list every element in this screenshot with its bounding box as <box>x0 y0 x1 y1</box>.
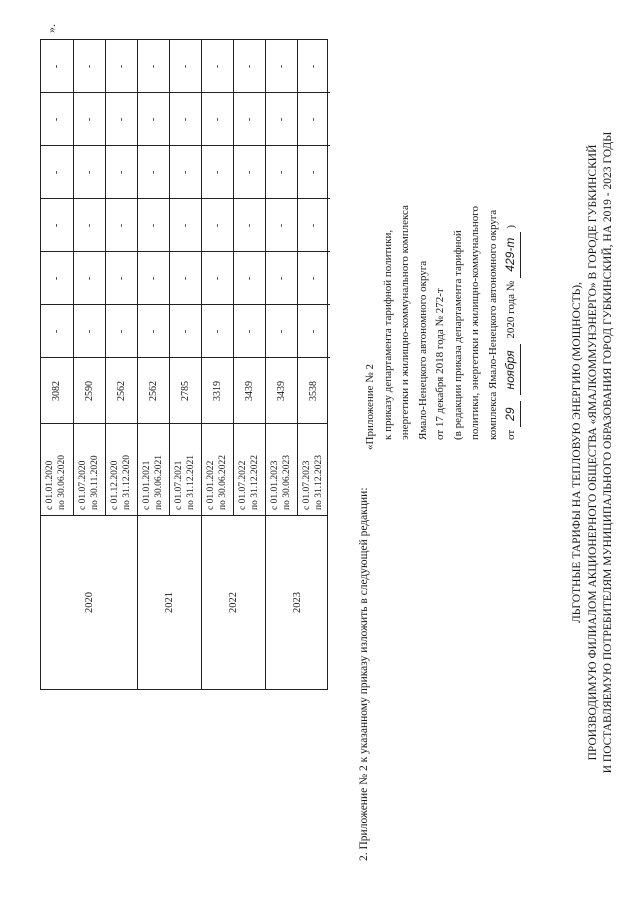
column-divider <box>74 304 106 305</box>
empty-dash-cell: - <box>50 329 62 334</box>
handwritten-number: 429-т <box>502 232 521 278</box>
column-divider <box>298 304 330 305</box>
column-divider <box>234 92 266 93</box>
column-divider <box>266 92 298 93</box>
column-divider <box>41 304 73 305</box>
column-divider <box>202 357 234 358</box>
column-divider <box>138 198 170 199</box>
column-divider <box>170 92 202 93</box>
tariff-value-cell: 2590 <box>83 381 95 401</box>
handwritten-day: 29 <box>502 401 521 426</box>
empty-dash-cell: - <box>50 64 62 69</box>
appendix-line: политики, энергетики и жилищно-коммунального <box>469 206 481 440</box>
column-divider <box>234 251 266 252</box>
column-divider <box>106 357 138 358</box>
period-cell <box>266 424 298 516</box>
period-cell <box>138 424 170 516</box>
column-divider <box>202 304 234 305</box>
column-divider <box>234 145 266 146</box>
column-divider <box>234 198 266 199</box>
empty-dash-cell: - <box>147 64 159 69</box>
appendix-line: «Приложение № 2 <box>364 363 376 450</box>
period-cell <box>170 424 202 516</box>
table-row <box>137 40 170 516</box>
column-divider <box>74 357 106 358</box>
period-to: по 30.11.2020 <box>90 455 100 510</box>
empty-dash-cell: - <box>115 329 127 334</box>
tariff-value-cell: 3439 <box>275 381 287 401</box>
tariff-value-cell: 3319 <box>211 381 223 401</box>
column-divider <box>202 145 234 146</box>
period-from: с 01.01.2020 <box>45 460 56 510</box>
table-row <box>201 40 234 516</box>
column-divider <box>106 145 138 146</box>
empty-dash-cell: - <box>275 276 287 281</box>
tariff-value-cell: 2562 <box>147 381 159 401</box>
date-prefix: от <box>505 429 517 440</box>
period-from: с 01.07.2023 <box>302 460 313 510</box>
period-from: с 01.07.2021 <box>174 460 185 510</box>
empty-dash-cell: - <box>50 170 62 175</box>
empty-dash-cell: - <box>83 64 95 69</box>
closing-quote: ». <box>44 24 58 33</box>
column-divider <box>138 357 170 358</box>
year-cell-2021: 2021 <box>163 592 175 613</box>
empty-dash-cell: - <box>243 223 255 228</box>
column-divider <box>298 145 330 146</box>
column-divider <box>266 145 298 146</box>
column-divider <box>41 357 73 358</box>
period-to: по 30.06.2021 <box>154 455 164 510</box>
empty-dash-cell: - <box>275 170 287 175</box>
column-divider <box>234 304 266 305</box>
empty-dash-cell: - <box>50 276 62 281</box>
column-divider <box>170 251 202 252</box>
period-from: с 01.01.2023 <box>270 460 281 510</box>
empty-dash-cell: - <box>115 276 127 281</box>
table-row <box>105 40 138 516</box>
period-cell <box>234 424 266 516</box>
column-divider <box>138 251 170 252</box>
empty-dash-cell: - <box>50 117 62 122</box>
empty-dash-cell: - <box>211 170 223 175</box>
period-from: с 01.01.2022 <box>206 460 217 510</box>
column-divider <box>234 357 266 358</box>
appendix-line-date <box>502 10 521 450</box>
period-from: с 01.07.2022 <box>238 460 249 510</box>
empty-dash-cell: - <box>115 64 127 69</box>
column-divider <box>138 92 170 93</box>
empty-dash-cell: - <box>275 64 287 69</box>
empty-dash-cell: - <box>307 64 319 69</box>
period-to: по 30.06.2020 <box>57 455 67 510</box>
column-divider <box>202 251 234 252</box>
empty-dash-cell: - <box>50 223 62 228</box>
empty-dash-cell: - <box>307 170 319 175</box>
appendix-line: Ямало-Ненецкого автономного округа <box>416 260 429 440</box>
empty-dash-cell: - <box>243 276 255 281</box>
column-divider <box>170 357 202 358</box>
column-divider <box>106 304 138 305</box>
column-divider <box>266 251 298 252</box>
column-divider <box>298 92 330 93</box>
empty-dash-cell: - <box>275 117 287 122</box>
period-to: по 31.12.2022 <box>250 455 260 510</box>
year-cell-2023: 2023 <box>291 592 303 613</box>
empty-dash-cell: - <box>211 223 223 228</box>
empty-dash-cell: - <box>275 223 287 228</box>
period-to: по 31.12.2023 <box>314 455 324 510</box>
empty-dash-cell: - <box>83 223 95 228</box>
empty-dash-cell: - <box>83 329 95 334</box>
empty-dash-cell: - <box>179 276 191 281</box>
empty-dash-cell: - <box>243 64 255 69</box>
column-divider <box>106 92 138 93</box>
column-divider <box>106 251 138 252</box>
title-line: ПРОИЗВОДИМУЮ ФИЛИАЛОМ АКЦИОНЕРНОГО ОБЩЕСТВА «ЯМАЛКОММУНЭНЕРГО» В ГОРОДЕ ГУБКИНСКИЙ <box>586 144 599 761</box>
appendix-line: к приказу департамента тарифной политики, <box>381 229 394 440</box>
empty-dash-cell: - <box>147 329 159 334</box>
column-divider <box>298 198 330 199</box>
empty-dash-cell: - <box>179 223 191 228</box>
paragraph-2: 2. Приложение № 2 к указанному приказу изложить в следующей редакции: <box>358 487 370 861</box>
empty-dash-cell: - <box>211 64 223 69</box>
period-to: по 30.06.2023 <box>282 455 292 510</box>
empty-dash-cell: - <box>179 117 191 122</box>
column-divider <box>170 145 202 146</box>
period-to: по 30.06.2022 <box>218 455 228 510</box>
empty-dash-cell: - <box>307 276 319 281</box>
year-cell-2020: 2020 <box>83 592 95 613</box>
empty-dash-cell: - <box>147 170 159 175</box>
appendix-header <box>362 10 521 450</box>
appendix-line: комплекса Ямало-Ненецкого автономного округа <box>486 209 499 440</box>
document-title <box>570 0 617 905</box>
title-line: ЛЬГОТНЫЕ ТАРИФЫ НА ТЕПЛОВУЮ ЭНЕРГИЮ (МОЩНОСТЬ), <box>571 282 583 623</box>
column-divider <box>74 92 106 93</box>
period-cell <box>298 424 330 516</box>
column-divider <box>41 198 73 199</box>
period-to: по 31.12.2020 <box>122 455 132 510</box>
appendix-line: (в редакции приказа департамента тарифной <box>451 230 464 440</box>
table-row <box>41 40 73 516</box>
tariff-value-cell: 3082 <box>50 381 62 401</box>
empty-dash-cell: - <box>83 170 95 175</box>
period-cell <box>74 424 106 516</box>
empty-dash-cell: - <box>307 117 319 122</box>
tariff-value-cell: 3439 <box>243 381 255 401</box>
table-row <box>233 40 266 516</box>
tariff-table <box>40 39 328 690</box>
table-row <box>169 40 202 516</box>
empty-dash-cell: - <box>275 329 287 334</box>
empty-dash-cell: - <box>211 117 223 122</box>
table-row <box>265 40 298 516</box>
empty-dash-cell: - <box>115 117 127 122</box>
empty-dash-cell: - <box>179 170 191 175</box>
period-cell <box>202 424 234 516</box>
period-cell <box>41 424 73 516</box>
empty-dash-cell: - <box>147 276 159 281</box>
tariff-value-cell: 2562 <box>115 381 127 401</box>
empty-dash-cell: - <box>243 117 255 122</box>
column-divider <box>106 198 138 199</box>
empty-dash-cell: - <box>115 223 127 228</box>
column-divider <box>266 357 298 358</box>
appendix-line: энергетики и жилищно-коммунального комплекса <box>399 205 411 440</box>
column-divider <box>74 145 106 146</box>
column-divider <box>202 198 234 199</box>
column-divider <box>170 198 202 199</box>
date-year: 2020 года № <box>505 280 517 339</box>
column-divider <box>298 251 330 252</box>
column-divider <box>74 251 106 252</box>
empty-dash-cell: - <box>307 329 319 334</box>
empty-dash-cell: - <box>243 329 255 334</box>
column-divider <box>74 198 106 199</box>
empty-dash-cell: - <box>211 276 223 281</box>
handwritten-month: ноября <box>502 344 521 395</box>
column-divider <box>298 357 330 358</box>
table-row <box>297 40 330 516</box>
column-divider <box>41 145 73 146</box>
tariff-value-cell: 3538 <box>307 381 319 401</box>
column-divider <box>41 92 73 93</box>
column-divider <box>266 198 298 199</box>
period-from: с 01.07.2020 <box>78 460 89 510</box>
column-divider <box>266 304 298 305</box>
empty-dash-cell: - <box>147 117 159 122</box>
column-divider <box>138 145 170 146</box>
period-from: с 01.12.2020 <box>110 460 121 510</box>
empty-dash-cell: - <box>147 223 159 228</box>
column-divider <box>138 304 170 305</box>
column-divider <box>41 251 73 252</box>
date-suffix: ) <box>505 225 517 229</box>
period-from: с 01.01.2021 <box>142 460 153 510</box>
column-divider <box>170 304 202 305</box>
empty-dash-cell: - <box>83 117 95 122</box>
appendix-line: от 17 декабря 2018 года № 272-т <box>434 288 446 440</box>
empty-dash-cell: - <box>179 329 191 334</box>
tariff-value-cell: 2785 <box>179 381 191 401</box>
empty-dash-cell: - <box>211 329 223 334</box>
empty-dash-cell: - <box>179 64 191 69</box>
period-to: по 31.12.2021 <box>186 455 196 510</box>
table-row <box>73 40 106 516</box>
title-line: И ПОСТАВЛЯЕМУЮ ПОТРЕБИТЕЛЯМ МУНИЦИПАЛЬНОГО ОБРАЗОВАНИЯ ГОРОД ГУБКИНСКИЙ, НА 2019 - 2023 ГОДЫ <box>602 131 614 774</box>
empty-dash-cell: - <box>307 223 319 228</box>
year-cell-2022: 2022 <box>227 592 239 613</box>
empty-dash-cell: - <box>243 170 255 175</box>
period-cell <box>106 424 138 516</box>
empty-dash-cell: - <box>115 170 127 175</box>
column-divider <box>202 92 234 93</box>
empty-dash-cell: - <box>83 276 95 281</box>
